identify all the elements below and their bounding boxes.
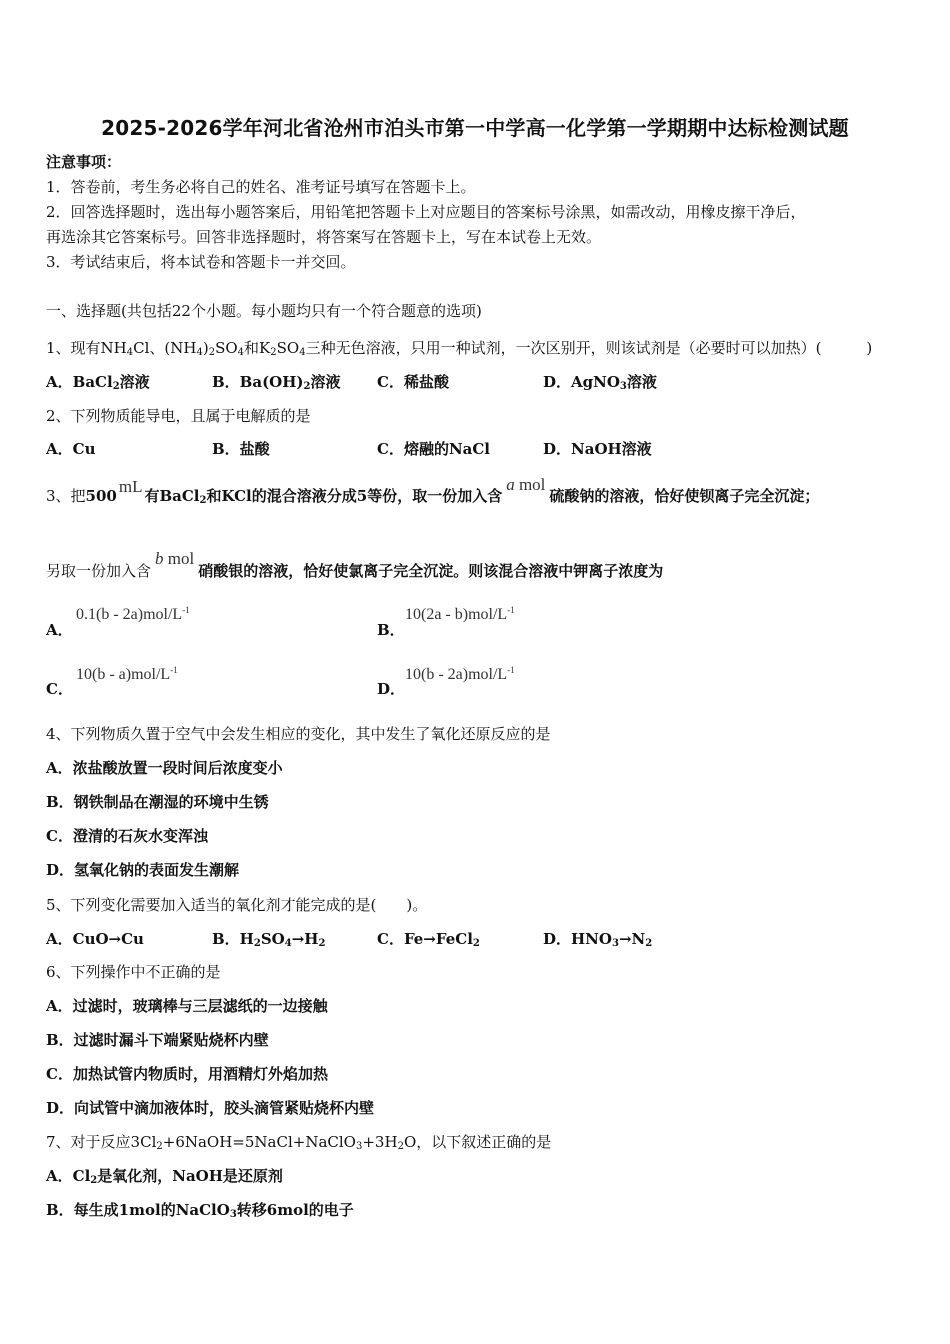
q4-option-a[interactable]: A．浓盐酸放置一段时间后浓度变小	[46, 759, 283, 777]
q4-option-c[interactable]: C．澄清的石灰水变浑浊	[46, 827, 208, 845]
notice-item: 2．回答选择题时，选出每小题答案后，用铅笔把答题卡上对应题目的答案标号涂黑，如需改动，用橡皮擦干净后，	[46, 203, 806, 221]
q3-option-d-label[interactable]: D．	[377, 680, 406, 698]
q4-option-d[interactable]: D．氢氧化钠的表面发生潮解	[46, 861, 240, 879]
q6-option-c[interactable]: C．加热试管内物质时，用酒精灯外焰加热	[46, 1065, 328, 1083]
q3-option-b-label[interactable]: B．	[377, 621, 405, 639]
q3-option-a-expr[interactable]: $0.1(b - 2a)mol/L^{-1}$	[76, 605, 190, 623]
q2-option-b[interactable]: B．盐酸	[212, 440, 270, 458]
q6-option-d[interactable]: D．向试管中滴加液体时，胶头滴管紧贴烧杯内壁	[46, 1099, 375, 1117]
q5-option-b[interactable]: B．$H_2SO_4\to H_2$	[212, 930, 326, 949]
q1-option-b[interactable]: B．$Ba(OH)_2$溶液	[212, 373, 341, 392]
notice-item: 再选涂其它答案标号。回答非选择题时，将答案写在答题卡上，写在本试卷上无效。	[46, 228, 602, 246]
q2-option-a[interactable]: A．Cu	[46, 440, 96, 458]
q6-option-b[interactable]: B．过滤时漏斗下端紧贴烧杯内壁	[46, 1031, 269, 1049]
question-7-stem: 7、对于反应$3Cl_2+6NaOH=5NaCl+NaClO_3+3H_2O$，以下叙述正确的是	[46, 1133, 552, 1152]
notice-item: 1．答卷前，考生务必将自己的姓名、准考证号填写在答题卡上。	[46, 178, 476, 196]
q3-option-c-label[interactable]: C．	[46, 680, 73, 698]
question-2-stem: 2、下列物质能导电，且属于电解质的是	[46, 407, 311, 425]
section-heading: 一、选择题(共包括22个小题。每小题均只有一个符合题意的选项)	[46, 302, 482, 320]
notice-item: 3．考试结束后，将本试卷和答题卡一并交回。	[46, 253, 356, 271]
q1-option-c[interactable]: C．稀盐酸	[377, 373, 449, 391]
notice-heading: 注意事项：	[46, 153, 122, 171]
q6-option-a[interactable]: A．过滤时，玻璃棒与三层滤纸的一边接触	[46, 997, 328, 1015]
q1-option-d[interactable]: D．AgNO$_3$溶液	[543, 373, 657, 392]
question-1-stem: 1、现有$NH_4Cl$、$(NH_4)_2SO_4$和$K_2SO_4$三种无色溶液，只用一种试剂，一次区别开，则该试剂是（必要时可以加热）( )	[46, 339, 873, 358]
q5-option-a[interactable]: A．CuO→Cu	[46, 930, 144, 948]
q1-option-a[interactable]: A．BaCl$_2$溶液	[46, 373, 150, 392]
q5-option-d[interactable]: D．$HNO_3\to N_2$	[543, 930, 653, 949]
q5-option-c[interactable]: C．Fe→FeCl$_2$	[377, 930, 480, 949]
q3-option-b-expr[interactable]: $10(2a - b)mol/L^{-1}$	[405, 605, 515, 623]
q3-option-c-expr[interactable]: $10(b - a)mol/L^{-1}$	[76, 665, 178, 683]
question-3-stem-line1: 3、把500 mL 有BaCl$_2$和KCl的混合溶液分成5等份，取一份加入含a mol硫酸钠的溶液，恰好使钡离子完全沉淀；	[46, 475, 820, 506]
q4-option-b[interactable]: B．钢铁制品在潮湿的环境中生锈	[46, 793, 269, 811]
q2-option-d[interactable]: D．NaOH溶液	[543, 440, 652, 458]
q7-option-a[interactable]: A．$Cl_2$是氧化剂，NaOH是还原剂	[46, 1167, 283, 1186]
q3-option-d-expr[interactable]: $10(b - 2a)mol/L^{-1}$	[405, 665, 515, 683]
question-6-stem: 6、下列操作中不正确的是	[46, 963, 221, 981]
question-5-stem: 5、下列变化需要加入适当的氧化剂才能完成的是( )。	[46, 896, 428, 914]
q7-option-b[interactable]: B．每生成1mol的NaClO$_3$转移6mol的电子	[46, 1201, 354, 1220]
question-4-stem: 4、下列物质久置于空气中会发生相应的变化，其中发生了氧化还原反应的是	[46, 725, 551, 743]
question-3-stem-line2: 另取一份加入含b mol硝酸银的溶液，恰好使氯离子完全沉淀。则该混合溶液中钾离子浓度为	[46, 549, 664, 580]
q2-option-c[interactable]: C．熔融的NaCl	[377, 440, 491, 458]
q3-option-a-label[interactable]: A．	[46, 621, 73, 639]
page-title: 2025-2026学年河北省沧州市泊头市第一中学高一化学第一学期期中达标检测试题	[101, 116, 849, 140]
unit-ml: mL	[118, 477, 143, 496]
